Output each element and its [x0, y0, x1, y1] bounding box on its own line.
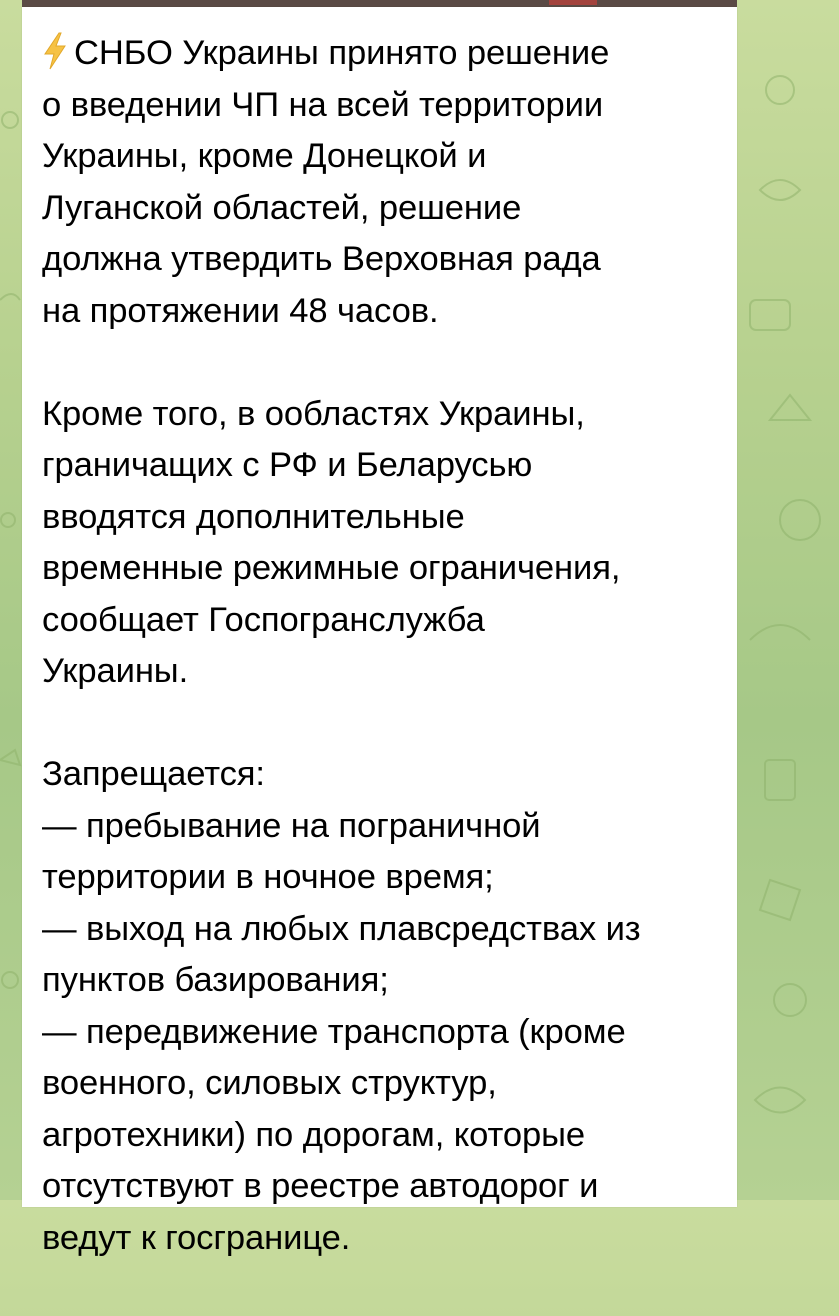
message-line: Луганской областей, решение [42, 188, 522, 227]
message-line: — передвижение транспорта (кроме [42, 1012, 626, 1051]
message-line: — выход на любых плавсредствах из [42, 909, 641, 948]
message-line: отсутствуют в реестре автодорог и [42, 1167, 599, 1205]
message-line: должна утвердить Верховная рада [42, 240, 601, 278]
message-paragraph [42, 28, 722, 337]
message-line: Кроме того, в ообластях Украины, [42, 394, 585, 433]
message-line: военного, силовых структур, [42, 1064, 497, 1102]
media-preview-mark [549, 0, 597, 5]
high-voltage-icon [42, 32, 68, 70]
message-line: Украины. [42, 652, 189, 690]
message-line: граничащих с РФ и Беларусью [42, 446, 533, 484]
message-line: сообщает Госпогранслужба [42, 600, 485, 639]
message-paragraph [42, 389, 722, 698]
message-line: — пребывание на пограничной [42, 806, 541, 845]
message-line: о введении ЧП на всей территории [42, 85, 604, 124]
message-line: территории в ночное время; [42, 858, 494, 896]
message-line: СНБО Украины принято решение [42, 28, 722, 80]
message-line: ведут к госгранице. [42, 1218, 351, 1257]
message-paragraph [42, 749, 722, 1264]
message-line: Запрещается: [42, 755, 265, 793]
message-line: вводятся дополнительные [42, 497, 465, 536]
message-line: агротехники) по дорогам, которые [42, 1115, 586, 1154]
message-line: Украины, кроме Донецкой и [42, 137, 487, 175]
message-text [42, 28, 722, 1316]
message-line: временные режимные ограничения, [42, 549, 621, 587]
message-line: на протяжении 48 часов. [42, 291, 439, 330]
message-line: пунктов базирования; [42, 961, 389, 999]
